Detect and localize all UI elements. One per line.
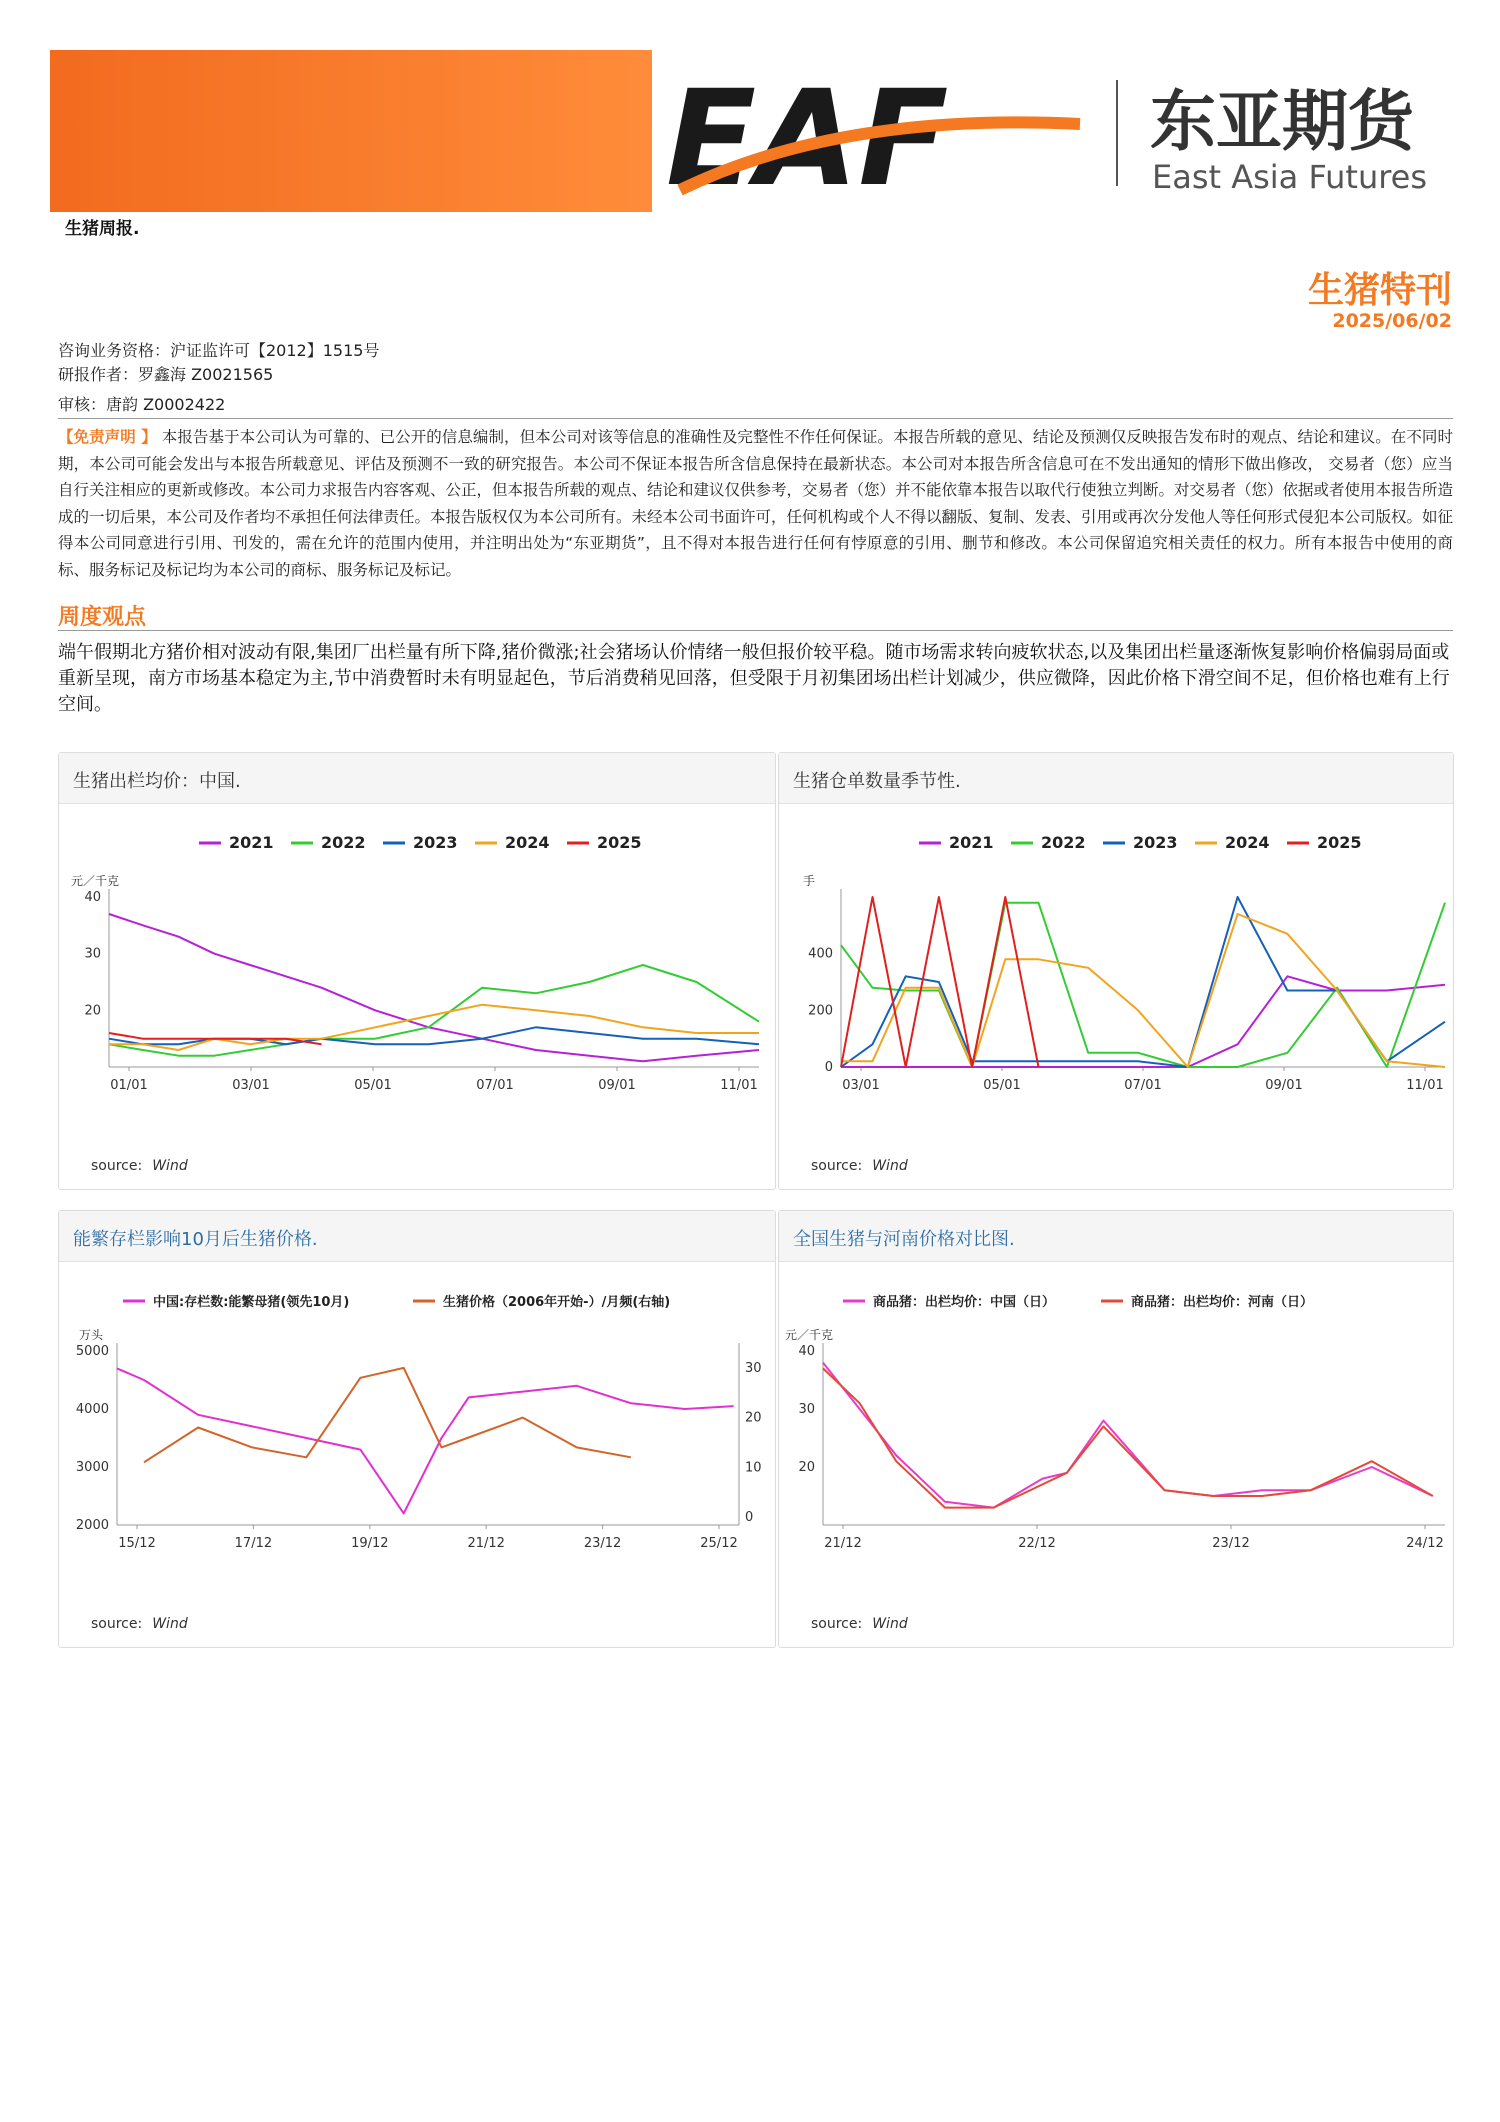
y-tick-label: 0 <box>824 1060 833 1075</box>
chart-title: 生猪仓单数量季节性. <box>793 771 961 792</box>
x-tick-label: 11/01 <box>1406 1078 1444 1093</box>
y2-tick-label: 0 <box>745 1510 754 1525</box>
y-tick-label: 30 <box>84 946 101 962</box>
disclaimer <box>58 424 1453 583</box>
y-tick-label: 4000 <box>75 1402 109 1417</box>
x-tick-label: 21/12 <box>467 1536 505 1551</box>
y-tick-label: 5000 <box>75 1344 109 1359</box>
legend-label: 中国:存栏数:能繁母猪(领先10月) <box>153 1295 350 1310</box>
chart-plot <box>779 1263 1453 1589</box>
chart-source: source: Wind <box>811 1616 908 1632</box>
weekly-view-body: 端午假期北方猪价相对波动有限,集团厂出栏量有所下降,猪价微涨;社会猪场认价情绪一般但报价较平稳。随市场需求转向疲软状态,以及集团出栏量逐渐恢复影响价格偏弱局面或重新呈现，南方市场基本稳定为主,节中消费暂时未有明显起色，节后消费稍见回落，但受限于月初集团场出栏计划减少，供应微降，因此价格下滑空间不足，但价格也难有上行空间。 <box>58 642 1450 715</box>
series-line-2025 <box>109 1033 322 1044</box>
weekly-view-title: 周度观点 <box>58 605 147 630</box>
chart-title: 全国生猪与河南价格对比图. <box>793 1229 1015 1250</box>
x-tick-label: 25/12 <box>700 1536 738 1551</box>
legend-label: 2025 <box>597 833 642 852</box>
series-line-2022 <box>841 903 1445 1067</box>
chart-panel-2 <box>778 752 1454 1190</box>
y2-tick-label: 20 <box>745 1410 762 1426</box>
y-tick-label: 30 <box>798 1402 815 1417</box>
x-tick-label: 03/01 <box>232 1078 270 1093</box>
legend-label: 商品猪：出栏均价：河南（日） <box>1131 1295 1314 1310</box>
reviewer-line: 审核：唐韵 Z0002422 <box>58 395 226 414</box>
disclaimer-text: 本报告基于本公司认为可靠的、已公开的信息编制，但本公司对该等信息的准确性及完整性不作任何保证。本报告所载的意见、结论及预测仅反映报告发布时的观点、结论和建议。在不同时期，本公司可能会发出与本报告所载意见、评估及预测不一致的研究报告。本公司不保证本报告所含信息保持在最新状态。本公司对本报告所含信息可在不发出通知的情形下做出修改， 交易者（您）应当自行关注相应的更新或修改。本公司力求报告内容客观、公正，但本报告所载的观点、结论和建议仅供参考，交易者（您）并不能依靠本报告以取代行使独立判断。对交易者（您）依据或者使用本报告所造成的一切后果，本公司及作者均不承担任何法律责任。本报告版权仅为本公司所有。未经本公司书面许可，任何机构或个人不得以翻版、复制、发表、引用或再次分发他人等任何形式侵犯本公司版权。如征得本公司同意进行引用、刊发的，需在允许的范围内使用，并注明出处为“东亚期货”，且不得对本报告进行任何有悖原意的引用、删节和修改。本公司保留追究相关责任的权力。所有本报告中使用的商标、服务标记及标记均为本公司的商标、服务标记及标记。 <box>58 428 1454 579</box>
chart-panel-3 <box>58 1210 776 1648</box>
x-tick-label: 11/01 <box>720 1078 758 1093</box>
header-banner <box>50 50 652 212</box>
y-tick-label: 3000 <box>75 1460 109 1475</box>
series-line-生猪价格（2006年开始-）/月频(右轴) <box>144 1368 631 1462</box>
legend-label: 2024 <box>505 833 550 852</box>
y-tick-label: 40 <box>84 890 101 905</box>
doc-label: 生猪周报. <box>65 219 140 239</box>
y2-tick-label: 30 <box>745 1360 762 1376</box>
y-tick-label: 2000 <box>75 1518 109 1533</box>
legend-label: 生猪价格（2006年开始-）/月频(右轴) <box>443 1295 671 1310</box>
legend-label: 2022 <box>321 833 366 852</box>
series-line-商品猪：出栏均价：中国（日） <box>823 1363 1433 1508</box>
chart-plot <box>59 805 775 1131</box>
x-tick-label: 09/01 <box>598 1078 636 1093</box>
chart-plot <box>59 1263 775 1589</box>
y-tick-label: 40 <box>798 1344 815 1359</box>
section-divider <box>58 630 1453 631</box>
x-tick-label: 09/01 <box>1265 1078 1303 1093</box>
y-axis-label: 元／千克 <box>785 1328 834 1342</box>
legend-label: 2022 <box>1041 833 1086 852</box>
series-line-2023 <box>841 897 1445 1067</box>
chart-source: source: Wind <box>811 1158 908 1174</box>
y2-tick-label: 10 <box>745 1460 762 1476</box>
legend-label: 2025 <box>1317 833 1362 852</box>
y-tick-label: 400 <box>808 946 833 962</box>
company-cn: 东亚期货 <box>1150 83 1414 160</box>
x-tick-label: 05/01 <box>983 1078 1021 1093</box>
series-line-中国:存栏数:能繁母猪(领先10月) <box>117 1368 734 1513</box>
author-line: 研报作者：罗鑫海 Z0021565 <box>58 365 274 384</box>
x-tick-label: 07/01 <box>1124 1078 1162 1093</box>
x-tick-label: 19/12 <box>351 1536 389 1551</box>
y-tick-label: 20 <box>84 1003 101 1019</box>
legend-label: 2021 <box>229 833 274 852</box>
x-tick-label: 21/12 <box>824 1536 862 1551</box>
company-logo <box>660 72 1470 202</box>
y-tick-label: 200 <box>808 1003 833 1019</box>
x-tick-label: 15/12 <box>118 1536 156 1551</box>
legend-label: 商品猪：出栏均价：中国（日） <box>873 1295 1056 1310</box>
x-tick-label: 23/12 <box>583 1536 622 1551</box>
legend-label: 2023 <box>413 833 458 852</box>
y-axis-label: 手 <box>803 874 816 888</box>
y-axis-label: 万头 <box>79 1328 104 1342</box>
chart-source: source: Wind <box>91 1158 188 1174</box>
chart-title: 生猪出栏均价：中国. <box>73 771 241 792</box>
x-tick-label: 01/01 <box>110 1078 148 1093</box>
x-tick-label: 17/12 <box>234 1536 273 1551</box>
license-line: 咨询业务资格：沪证监许可【2012】1515号 <box>58 341 380 360</box>
disclaimer-tag: 【免责声明 】 <box>58 428 157 446</box>
logo-mark: EAF <box>666 72 949 202</box>
chart-plot <box>779 805 1453 1131</box>
x-tick-label: 05/01 <box>354 1078 392 1093</box>
x-tick-label: 07/01 <box>476 1078 514 1093</box>
divider <box>58 418 1453 419</box>
report-title: 生猪特刊 <box>1307 270 1452 311</box>
chart-source: source: Wind <box>91 1616 188 1632</box>
x-tick-label: 22/12 <box>1018 1536 1056 1551</box>
series-line-商品猪：出栏均价：河南（日） <box>823 1368 1433 1507</box>
legend-label: 2021 <box>949 833 994 852</box>
y-axis-label: 元／千克 <box>71 874 120 888</box>
chart-panel-1 <box>58 752 776 1190</box>
legend-label: 2024 <box>1225 833 1270 852</box>
y-tick-label: 20 <box>798 1460 815 1475</box>
x-tick-label: 03/01 <box>842 1078 880 1093</box>
legend-label: 2023 <box>1133 833 1178 852</box>
x-tick-label: 23/12 <box>1212 1536 1250 1551</box>
report-date: 2025/06/02 <box>1332 310 1452 332</box>
company-en: East Asia Futures <box>1152 158 1428 196</box>
chart-title: 能繁存栏影响10月后生猪价格. <box>73 1229 318 1250</box>
x-tick-label: 24/12 <box>1406 1536 1444 1551</box>
chart-panel-4 <box>778 1210 1454 1648</box>
